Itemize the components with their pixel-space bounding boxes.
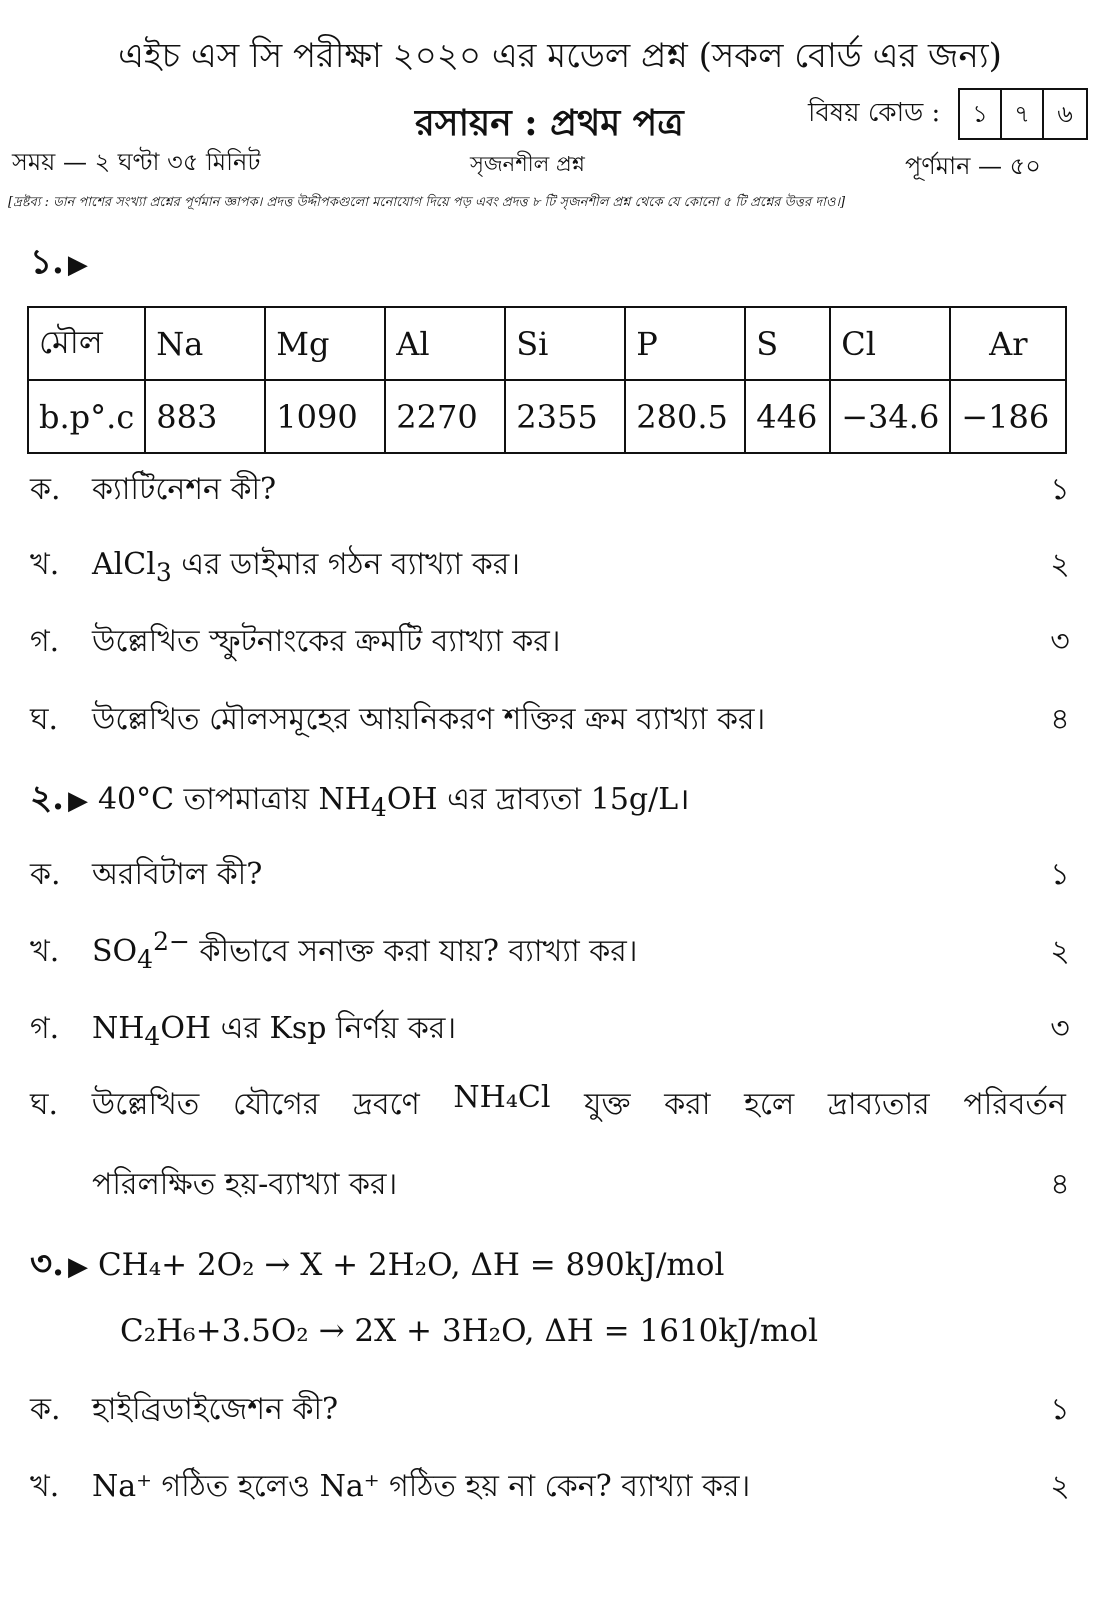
q3-heading: [30, 1238, 724, 1295]
part-text: NH: [92, 1011, 145, 1046]
word: যুক্ত: [584, 1087, 631, 1122]
table-cell: Si: [505, 307, 625, 380]
q1-heading: [30, 236, 88, 293]
table-cell: Mg: [265, 307, 385, 380]
part-prefix: ক.: [30, 857, 61, 892]
table-cell: 1090: [265, 380, 385, 453]
table-cell: মৌল: [28, 307, 145, 380]
subject-code-digit: ১: [960, 90, 1002, 138]
q2-part-gha-line2: [30, 1160, 397, 1211]
part-text: অরবিটাল কী?: [92, 857, 263, 892]
word: যৌগের: [232, 1087, 320, 1122]
q3-part-ka: [30, 1385, 338, 1436]
q2-part-kha: [30, 927, 637, 978]
part-prefix: খ.: [30, 547, 60, 582]
boiling-point-table: [27, 306, 1067, 454]
part-text: এর ডাইমার গঠন ব্যাখ্যা কর।: [171, 547, 520, 582]
marks: ১: [1050, 857, 1070, 892]
word: দ্রবণে: [352, 1087, 420, 1122]
part-prefix: ঘ.: [30, 1087, 59, 1122]
part-text: পরিলক্ষিত হয়-ব্যাখ্যা কর।: [92, 1167, 398, 1202]
subscript: 4: [144, 1022, 161, 1051]
word: হলে: [744, 1087, 795, 1122]
part-text: হাইব্রিডাইজেশন কী?: [92, 1392, 339, 1427]
table-cell: −34.6: [830, 380, 950, 453]
marks: ৪: [1050, 1167, 1070, 1202]
exam-time: সময় — ২ ঘণ্টা ৩৫ মিনিট: [12, 148, 261, 176]
part-text: OH এর Ksp নির্ণয় কর।: [160, 1011, 457, 1046]
subscript: 3: [155, 558, 172, 587]
part-text: উল্লেখিত মৌলসমূহের আয়নিকরণ শক্তির ক্রম ব্যাখ্যা কর।: [92, 702, 766, 737]
subject-code-digit: ৬: [1057, 100, 1073, 128]
part-text: উল্লেখিত স্ফুটনাংকের ক্রমটি ব্যাখ্যা কর।: [92, 624, 561, 659]
table-cell: 446: [745, 380, 830, 453]
q2-part-ka: [30, 850, 262, 901]
table-cell: Na: [145, 307, 265, 380]
marks: ১: [1050, 1392, 1070, 1427]
exam-title: এইচ এস সি পরীক্ষা ২০২০ এর মডেল প্রশ্ন (সকল বোর্ড এর জন্য): [118, 36, 1002, 76]
table-cell: 280.5: [625, 380, 745, 453]
equation-1: CH₄+ 2O₂ → X + 2H₂O, ΔH = 890kJ/mol: [97, 1247, 725, 1283]
part-prefix: গ.: [30, 624, 60, 659]
q2-part-gha: [30, 1080, 1066, 1131]
part-prefix: ঘ.: [30, 702, 59, 737]
stem-text: 40°C তাপমাত্রায় NH: [97, 782, 371, 817]
equation-2: C₂H₆+3.5O₂ → 2X + 3H₂O, ΔH = 1610kJ/mol: [120, 1313, 818, 1349]
subject-code-label: বিষয় কোড :: [808, 98, 941, 128]
q1-part-ka: [30, 465, 276, 516]
table-cell: Cl: [830, 307, 950, 380]
question-type: সৃজনশীল প্রশ্ন: [470, 152, 585, 176]
table-cell: 2270: [385, 380, 505, 453]
part-text: Na⁺ গঠিত হলেও Na⁺ গঠিত হয় না কেন? ব্যাখ্যা কর।: [92, 1469, 751, 1504]
q3-number: ৩.: [30, 1244, 64, 1284]
table-cell: −186: [950, 380, 1066, 453]
full-marks: পূর্ণমান — ৫০: [905, 152, 1041, 180]
table-row: [28, 380, 1066, 453]
table-row: [28, 307, 1066, 380]
table-cell: b.p°.c: [28, 380, 145, 453]
word: পরিবর্তন: [963, 1087, 1066, 1122]
marks: ২: [1050, 547, 1070, 582]
part-prefix: খ.: [30, 1469, 60, 1504]
table-cell: P: [625, 307, 745, 380]
q2-number: ২.: [30, 778, 64, 818]
word: উল্লেখিত: [91, 1087, 200, 1122]
q1-part-kha: [30, 540, 520, 591]
table-cell: 2355: [505, 380, 625, 453]
q2-heading: [30, 772, 690, 829]
arrow-icon: ▶: [67, 786, 88, 816]
q1-part-ga: [30, 617, 561, 668]
q3-part-kha: [30, 1462, 750, 1513]
part-text: কীভাবে সনাক্ত করা যায়? ব্যাখ্যা কর।: [189, 934, 638, 969]
marks: ২: [1050, 934, 1070, 969]
subscript: 4: [370, 793, 387, 822]
part-prefix: গ.: [30, 1011, 60, 1046]
instructions-note: [দ্রষ্টব্য : ডান পাশের সংখ্যা প্রশ্নের পূর্ণমান জ্ঞাপক। প্রদত্ত উদ্দীপকগুলো মনোযোগ দিয়ে পড় এবং প্রদত্ত ৮ টি সৃজনশীল প্রশ্ন থেকে যে কোনো ৫ টি প্রশ্নের উত্তর দাও।]: [8, 195, 846, 210]
marks: ২: [1050, 1469, 1070, 1504]
marks: ৪: [1050, 702, 1070, 737]
arrow-icon: ▶: [67, 250, 88, 280]
marks: ১: [1050, 472, 1070, 507]
arrow-icon: ▶: [67, 1252, 88, 1282]
subscript: 4: [137, 945, 154, 974]
word: করা: [664, 1087, 711, 1122]
part-text: AlCl: [92, 547, 156, 582]
word: NH₄Cl: [453, 1080, 551, 1115]
marks: ৩: [1050, 1011, 1070, 1046]
stem-text: OH এর দ্রাব্যতা 15g/L।: [386, 782, 690, 817]
part-text: SO: [92, 934, 138, 969]
table-cell: 883: [145, 380, 265, 453]
marks: ৩: [1050, 624, 1070, 659]
part-text: ক্যাটিনেশন কী?: [92, 472, 277, 507]
part-prefix: খ.: [30, 934, 60, 969]
q1-number: ১.: [30, 242, 64, 282]
subject-title: রসায়ন : প্রথম পত্র: [415, 102, 684, 144]
part-prefix: ক.: [30, 472, 61, 507]
subject-code-box: [958, 88, 1088, 140]
q2-part-ga: [30, 1004, 456, 1055]
word: দ্রাব্যতার: [827, 1087, 930, 1122]
q2-stem: [97, 782, 690, 822]
table-cell: Ar: [950, 307, 1066, 380]
subject-code-digit: ৭: [1002, 90, 1044, 138]
q1-part-gha: [30, 695, 765, 746]
superscript: 2−: [153, 927, 190, 956]
part-prefix: ক.: [30, 1392, 61, 1427]
table-cell: S: [745, 307, 830, 380]
table-cell: Al: [385, 307, 505, 380]
